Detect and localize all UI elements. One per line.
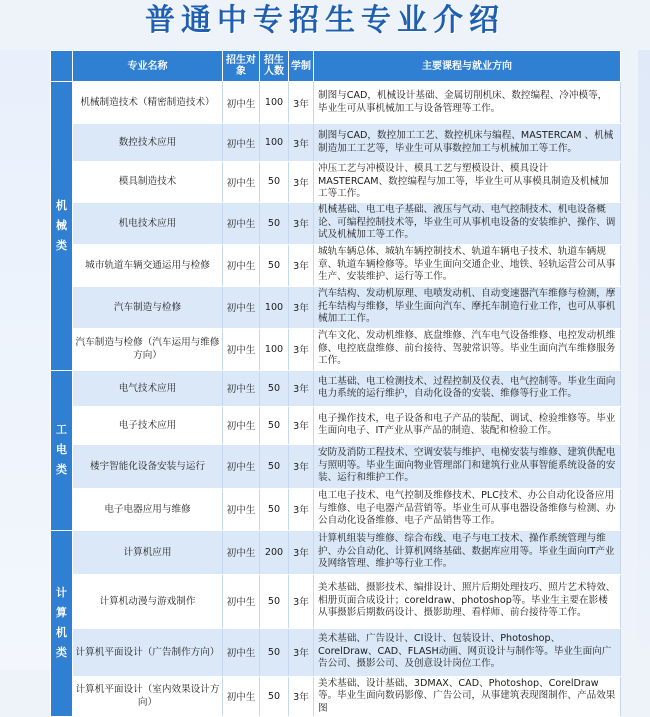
courses-description: 电工基础、电工检测技术、过程控制及仪表、电气控制等。毕业生面向电力系统的运行维护，自动化设备的安装、维修等行业工作。: [314, 370, 621, 406]
major-name: 计算机应用: [73, 530, 223, 574]
category-cell: [51, 82, 73, 371]
major-name: 电子技术应用: [73, 406, 223, 444]
table-row: [51, 244, 621, 286]
enroll-target: 初中生: [223, 162, 260, 203]
enroll-count: 50: [260, 244, 289, 286]
category-label: 工电类: [56, 423, 67, 476]
header-duration: 学制: [289, 51, 314, 82]
enroll-target: 初中生: [223, 406, 260, 444]
courses-description: 美术基础、摄影技术、编排设计、照片后期处理技巧、照片艺术特效、相册页面合成设计；coreldraw、photoshop等。毕业生主要在影楼从事摄影后期数码设计、摄影助理、看样师、前台接待等工作。: [314, 574, 621, 628]
enroll-target: 初中生: [223, 328, 260, 370]
enroll-count: 100: [260, 286, 289, 328]
study-duration: 3年: [289, 628, 314, 676]
major-name: 汽车制造与检修（汽车运用与维修方向）: [73, 328, 223, 370]
major-name: 数控技术应用: [73, 124, 223, 162]
table-row: [51, 676, 621, 717]
enroll-target: 初中生: [223, 244, 260, 286]
enroll-count: 50: [260, 162, 289, 203]
study-duration: 3年: [289, 202, 314, 244]
study-duration: 3年: [289, 574, 314, 628]
major-name: 机械制造技术（精密制造技术）: [73, 82, 223, 124]
study-duration: 3年: [289, 286, 314, 328]
study-duration: 3年: [289, 244, 314, 286]
courses-description: 机械基础、电工电子基础、液压与气动、电气控制技术、机电设备概论、可编程控制技术等，毕业生可从事机电设备的安装维护、操作、调试及机械加工等工作。: [314, 202, 621, 244]
enroll-count: 50: [260, 628, 289, 676]
major-name: 电子电器应用与维修: [73, 488, 223, 530]
table-row: [51, 162, 621, 203]
enroll-count: 50: [260, 488, 289, 530]
header-target: 招生对象: [223, 51, 260, 82]
table-row: [51, 328, 621, 370]
study-duration: 3年: [289, 328, 314, 370]
enroll-target: 初中生: [223, 124, 260, 162]
major-name: 计算机动漫与游戏制作: [73, 574, 223, 628]
enroll-target: 初中生: [223, 628, 260, 676]
table-row: [51, 124, 621, 162]
courses-description: 电子操作技术，电子设备和电子产品的装配、调试、检验维修等。毕业生面向电子、IT产业从事产品的制造、装配和检验工作。: [314, 406, 621, 444]
left-margin-strip: [0, 50, 50, 670]
courses-description: 城轨车辆总体、城轨车辆控制技术、轨道车辆电子技术、轨道车辆规章、轨道车辆检修等。毕业生面向交通企业、地铁、轻轨运营公司从事生产、安装维护、运行等工作。: [314, 244, 621, 286]
courses-description: 汽车文化、发动机维修、底盘维修、汽车电气设备维修、电控发动机维修、电控底盘维修、前台接待、驾驶常识等。毕业生面向汽车维修服务工作。: [314, 328, 621, 370]
major-name: 计算机平面设计（广告制作方向）: [73, 628, 223, 676]
enroll-target: 初中生: [223, 202, 260, 244]
courses-description: 冲压工艺与冲模设计、模具工艺与塑模设计、模具设计MASTERCAM、数控编程与加工等，毕业生可从事模具制造及机械加工等工作。: [314, 162, 621, 203]
enroll-count: 50: [260, 406, 289, 444]
study-duration: 3年: [289, 162, 314, 203]
study-duration: 3年: [289, 530, 314, 574]
enroll-count: 200: [260, 530, 289, 574]
category-label: 计算机类: [56, 586, 67, 660]
courses-description: 制图与CAD，数控加工工艺、数控机床与编程、MASTERCAM 、机械制造加工工艺等，毕业生可从事数控加工与机械加工等工作。: [314, 124, 621, 162]
enroll-target: 初中生: [223, 676, 260, 717]
enroll-count: 100: [260, 328, 289, 370]
enroll-target: 初中生: [223, 370, 260, 406]
table-header-row: [51, 51, 621, 82]
courses-description: 美术基础、广告设计、CI设计、包装设计、Photoshop、CorelDraw、CAD、FLASH动画、网页设计与制作等。毕业生面向广告公司、摄影公司、及创意设计岗位工作。: [314, 628, 621, 676]
enroll-target: 初中生: [223, 444, 260, 488]
enroll-count: 50: [260, 202, 289, 244]
study-duration: 3年: [289, 444, 314, 488]
major-name: 楼宇智能化设备安装与运行: [73, 444, 223, 488]
courses-description: 电工电子技术、电气控制及维修技术、PLC技术、办公自动化设备应用与维修、电子电器产品营销等。毕业生可从事电器设备维修与检测、办公自动化设备维修、电子产品销售等工作。: [314, 488, 621, 530]
courses-description: 美术基础、设计基础、3DMAX、CAD、Photoshop、CorelDraw等。毕业生面向数码影像、广告公司，从事建筑表现图制作、产品效果图: [314, 676, 621, 717]
enroll-count: 50: [260, 370, 289, 406]
table-row: [51, 574, 621, 628]
enroll-target: 初中生: [223, 530, 260, 574]
table-row: [51, 286, 621, 328]
table-row: [51, 444, 621, 488]
enroll-count: 50: [260, 444, 289, 488]
enroll-count: 100: [260, 82, 289, 124]
category-label: 机械类: [56, 198, 67, 252]
study-duration: 3年: [289, 82, 314, 124]
majors-table: [50, 50, 621, 717]
major-name: 计算机平面设计（室内效果设计方向）: [73, 676, 223, 717]
table-row: [51, 530, 621, 574]
category-cell: [51, 530, 73, 717]
major-name: 城市轨道车辆交通运用与检修: [73, 244, 223, 286]
courses-description: 安防及消防工程技术、空调安装与维护、电梯安装与维修、建筑供配电与照明等。毕业生面向物业管理部门和建筑行业从事智能系统设备的安装、运行和维护工作。: [314, 444, 621, 488]
table-row: [51, 488, 621, 530]
table-row: [51, 202, 621, 244]
study-duration: 3年: [289, 370, 314, 406]
courses-description: 计算机组装与维修、综合布线、电子与电工技术、操作系统管理与维护、办公自动化、计算机网络基础、数据库应用等。毕业生面向IT产业及网络管理、维护等行业工作。: [314, 530, 621, 574]
enroll-count: 50: [260, 676, 289, 717]
header-category: [51, 51, 73, 82]
courses-description: 制图与CAD，机械设计基础、金属切削机床、数控编程、冷冲模等，毕业生可从事机械加工与设备管理等工作。: [314, 82, 621, 124]
page-title: 普通中专招生专业介绍: [145, 3, 505, 38]
header-major: 专业名称: [73, 51, 223, 82]
major-name: 机电技术应用: [73, 202, 223, 244]
table-row: [51, 628, 621, 676]
enroll-target: 初中生: [223, 574, 260, 628]
study-duration: 3年: [289, 488, 314, 530]
major-name: 电气技术应用: [73, 370, 223, 406]
table-body: [51, 82, 621, 717]
courses-description: 汽车结构、发动机原理、电喷发动机、自动变速器汽车维修与检测，摩托车结构与维修，毕业生面向汽车、摩托车制造行业工作，也可从事机械加工工作。: [314, 286, 621, 328]
enroll-target: 初中生: [223, 488, 260, 530]
right-margin-strip: [638, 50, 650, 670]
table-row: [51, 406, 621, 444]
enroll-count: 50: [260, 574, 289, 628]
major-name: 汽车制造与检修: [73, 286, 223, 328]
table-row: [51, 370, 621, 406]
enroll-target: 初中生: [223, 82, 260, 124]
study-duration: 3年: [289, 676, 314, 717]
enroll-target: 初中生: [223, 286, 260, 328]
table-row: [51, 82, 621, 124]
study-duration: 3年: [289, 406, 314, 444]
major-name: 模具制造技术: [73, 162, 223, 203]
study-duration: 3年: [289, 124, 314, 162]
header-count: 招生人数: [260, 51, 289, 82]
header-courses: 主要课程与就业方向: [314, 51, 621, 82]
enroll-count: 100: [260, 124, 289, 162]
category-cell: [51, 370, 73, 530]
